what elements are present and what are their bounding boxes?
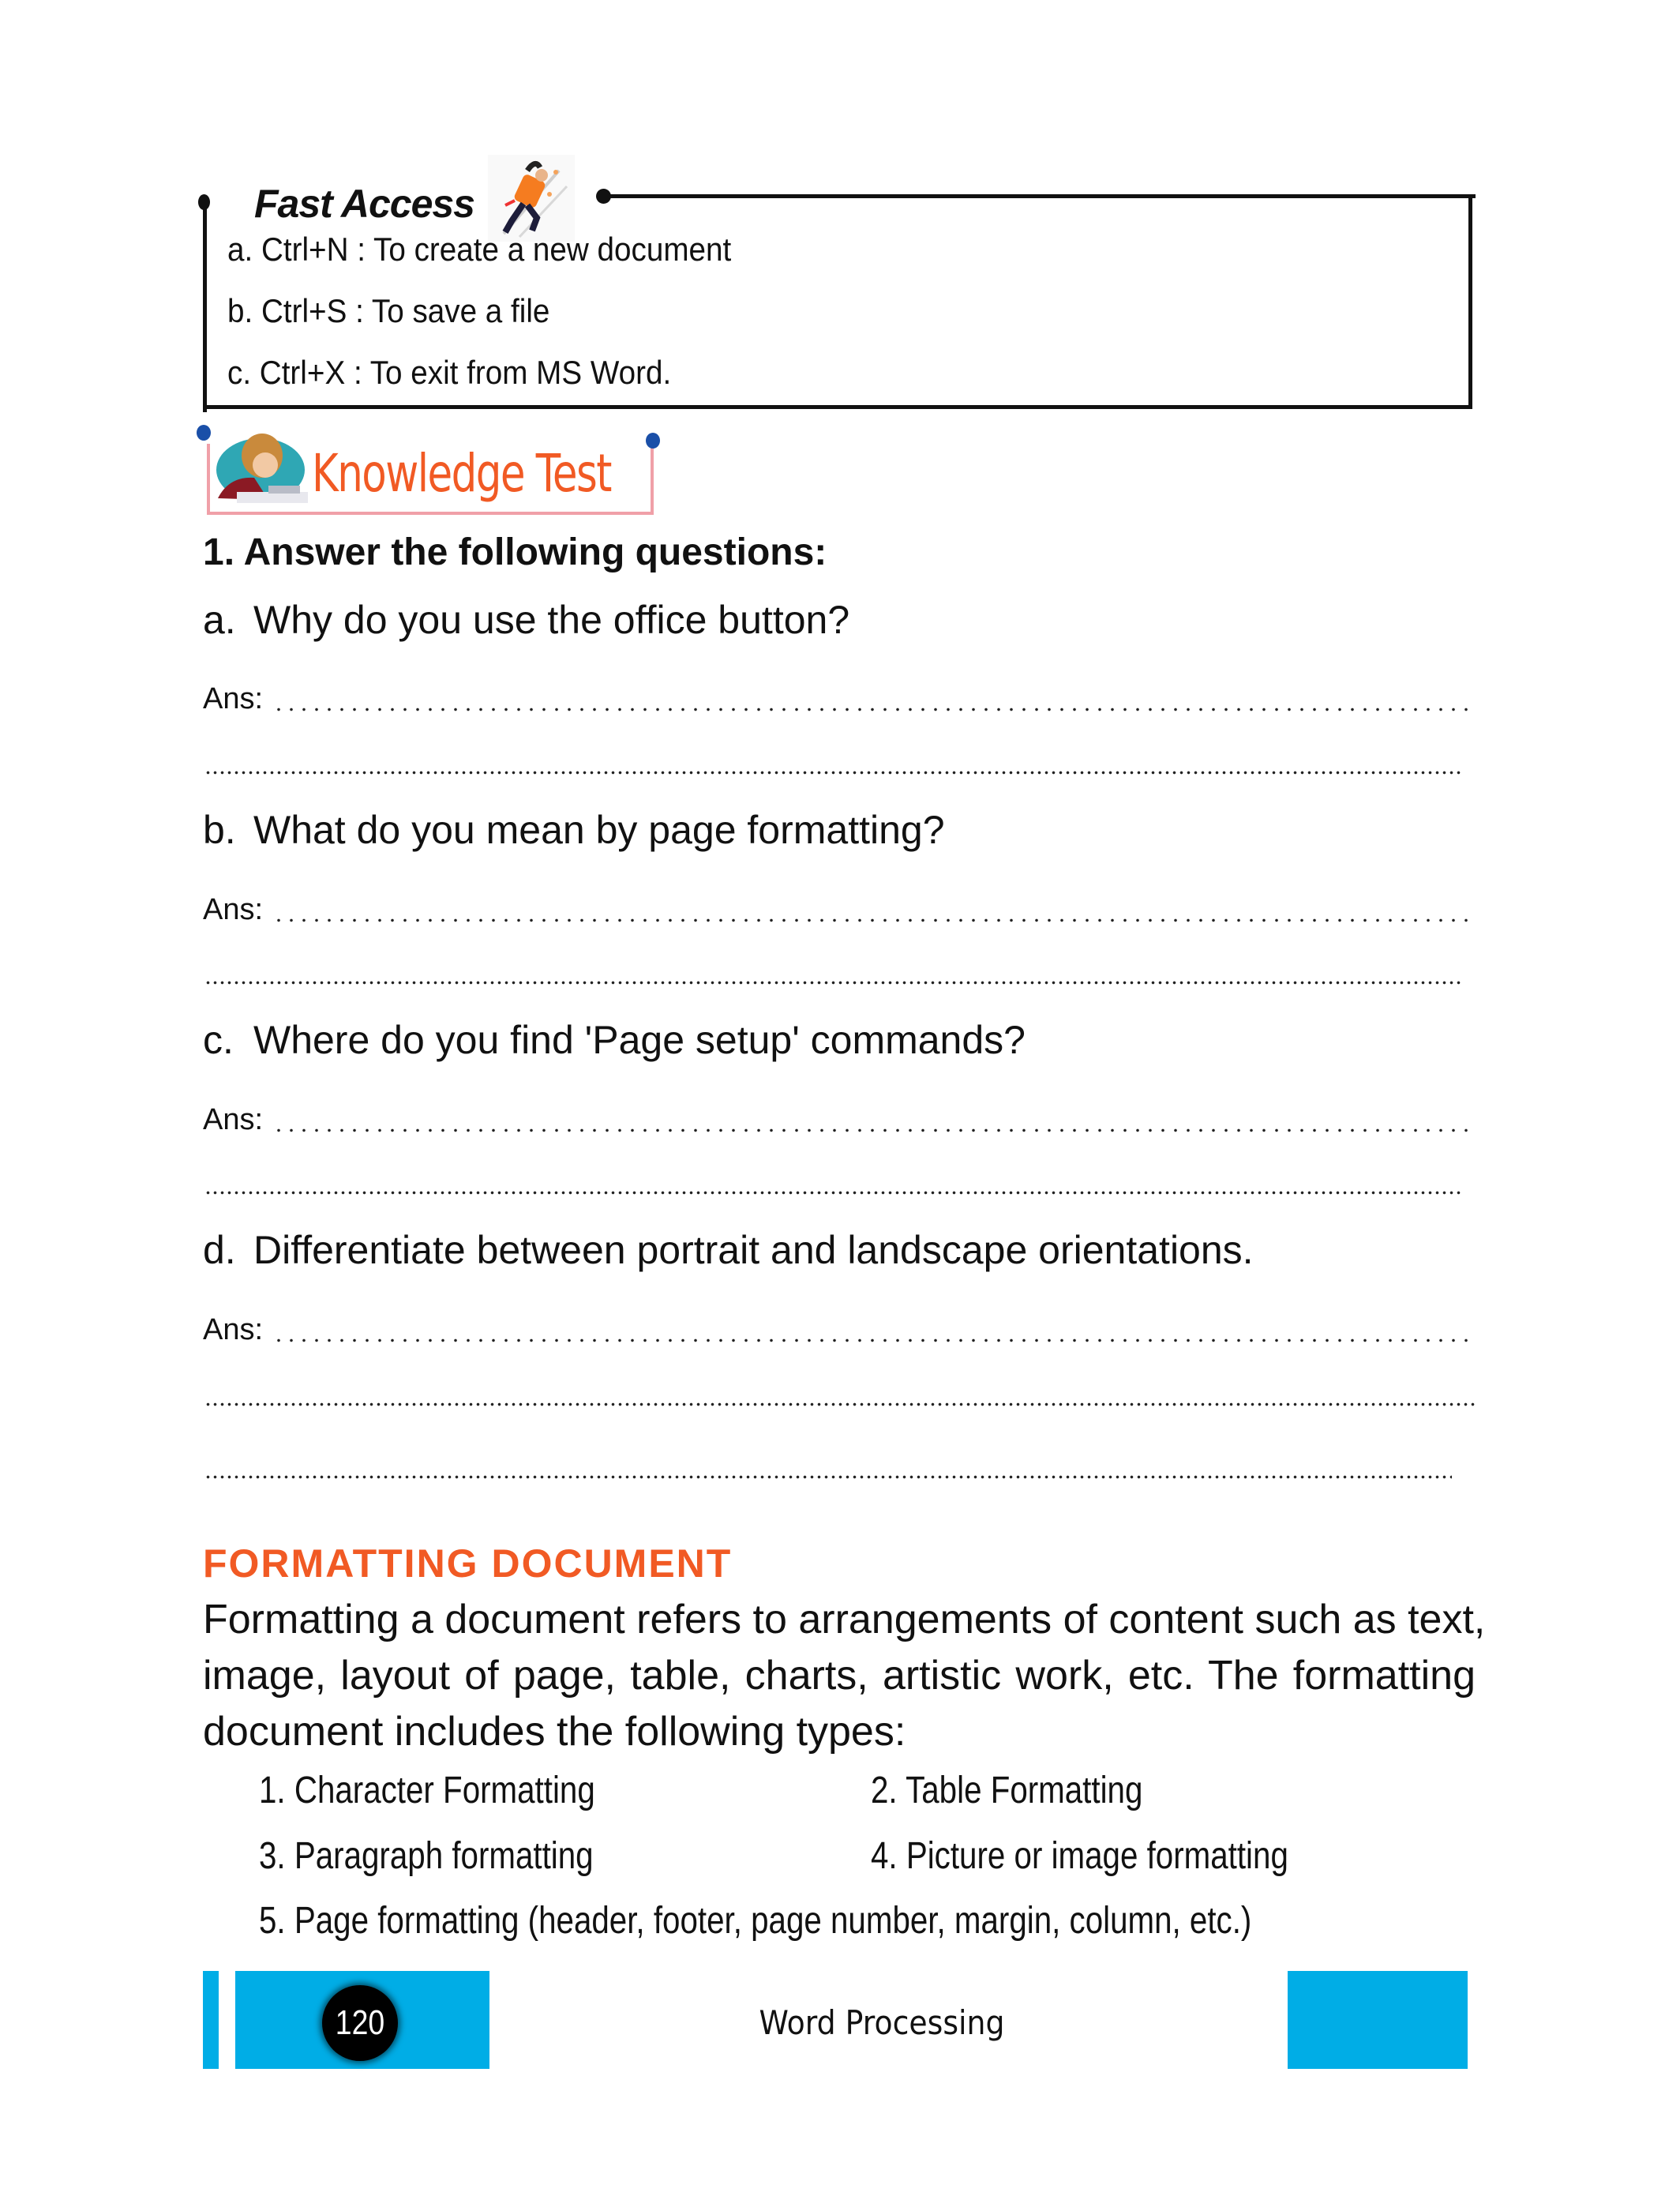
answer-line-2[interactable] <box>204 771 1463 775</box>
answer-line-3[interactable] <box>204 1475 1452 1479</box>
answer-line-2[interactable] <box>204 981 1463 985</box>
fast-access-top-dot <box>596 189 611 204</box>
question-letter: a. <box>203 598 236 642</box>
chapter-title: Word Processing <box>759 2003 1005 2042</box>
question-c <box>203 1016 1026 1064</box>
question-text: What do you mean by page formatting? <box>253 808 945 852</box>
question-text: Where do you find 'Page setup' commands? <box>253 1018 1026 1062</box>
fast-access-top-line <box>605 194 1476 198</box>
badge-dot-right <box>646 433 660 449</box>
paragraph-line: Formatting a document refers to arrangements of content such as text, <box>203 1597 1486 1642</box>
answer-dots <box>272 708 1472 711</box>
answer-dots <box>272 1338 1472 1342</box>
question-letter: b. <box>203 808 236 852</box>
knowledge-test-label: Knowledge Test <box>312 443 611 504</box>
footer-right-block <box>1288 1971 1468 2069</box>
answer-label: Ans: <box>203 682 264 715</box>
paragraph-line: image, layout of page, table, charts, artistic work, etc. The formatting <box>203 1653 1476 1699</box>
question-text: Differentiate between portrait and landscape orientations. <box>253 1228 1254 1272</box>
formatting-type-item: 1. Character Formatting <box>259 1770 595 1811</box>
shortcut-item: c. Ctrl+X : To exit from MS Word. <box>227 354 672 391</box>
answer-dots <box>272 918 1472 922</box>
question-d <box>203 1226 1254 1274</box>
answer-line-2[interactable] <box>204 1191 1463 1195</box>
question-b <box>203 806 945 854</box>
fast-access-left-line <box>203 204 207 412</box>
paragraph-line: document includes the following types: <box>203 1709 906 1755</box>
question-letter: c. <box>203 1018 234 1062</box>
answer-dots <box>272 1128 1472 1132</box>
running-person-icon <box>488 155 575 242</box>
fast-access-left-dot <box>198 194 210 210</box>
section-heading: FORMATTING DOCUMENT <box>203 1541 733 1586</box>
formatting-type-item: 2. Table Formatting <box>871 1770 1143 1811</box>
shortcut-item: a. Ctrl+N : To create a new document <box>227 231 732 268</box>
footer-thin-bar <box>203 1971 219 2069</box>
shortcut-item: b. Ctrl+S : To save a file <box>227 292 550 329</box>
student-writing-icon <box>213 429 312 508</box>
formatting-type-item: 3. Paragraph formatting <box>259 1835 594 1877</box>
answer-line-2[interactable] <box>204 1402 1476 1406</box>
answer-label: Ans: <box>203 893 264 926</box>
badge-dot-left <box>197 425 211 441</box>
questions-heading: 1. Answer the following questions: <box>203 531 827 573</box>
fast-access-title: Fast Access <box>254 182 474 226</box>
page-number: 120 <box>335 2003 385 2042</box>
question-letter: d. <box>203 1228 236 1272</box>
answer-label: Ans: <box>203 1103 264 1136</box>
question-a <box>203 596 849 644</box>
formatting-type-item: 5. Page formatting (header, footer, page number, margin, column, etc.) <box>259 1900 1252 1942</box>
answer-label: Ans: <box>203 1313 264 1346</box>
question-text: Why do you use the office button? <box>253 598 850 642</box>
formatting-type-item: 4. Picture or image formatting <box>871 1835 1288 1877</box>
